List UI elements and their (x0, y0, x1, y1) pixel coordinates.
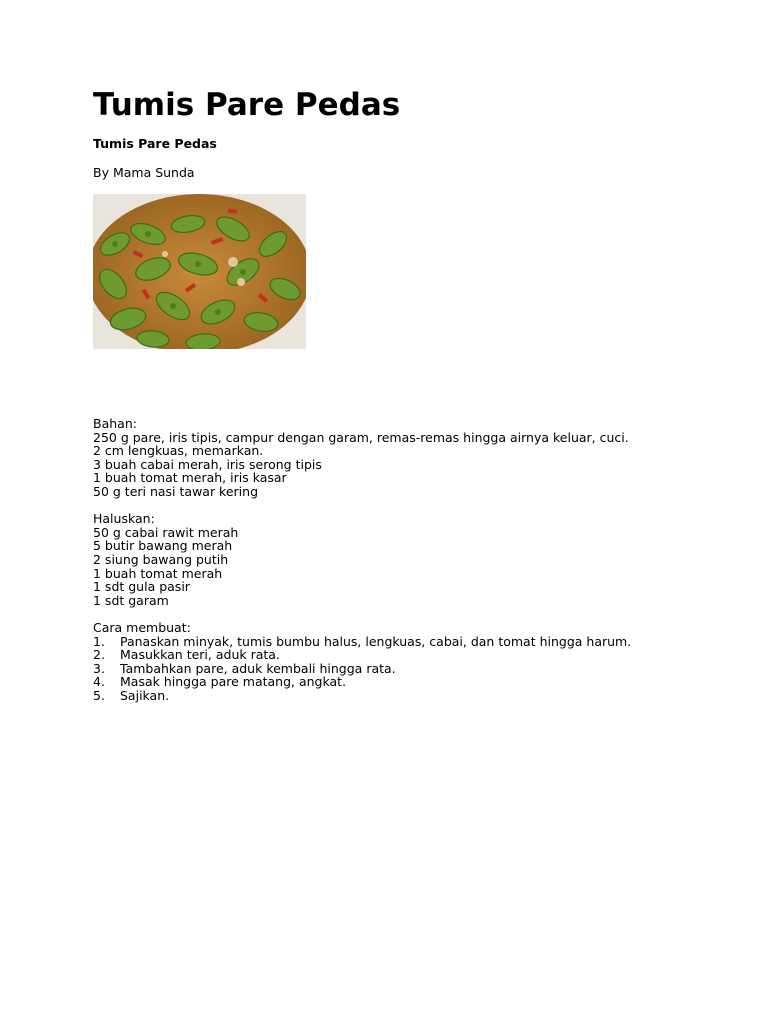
recipe-photo (93, 194, 306, 349)
bahan-item: 1 buah tomat merah, iris kasar (93, 470, 287, 486)
haluskan-heading: Haluskan: (93, 511, 155, 527)
recipe-subtitle: Tumis Pare Pedas (93, 136, 217, 151)
bahan-heading: Bahan: (93, 416, 137, 431)
step-item (93, 689, 733, 703)
step-text: Sajikan. (120, 687, 170, 703)
section-spacer (93, 607, 733, 621)
step-item (93, 648, 733, 662)
author-line: By Mama Sunda (93, 165, 195, 180)
step-number: 4. (93, 674, 105, 690)
step-text: Panaskan minyak, tumis bumbu halus, lengkuas, cabai, dan tomat hingga harum. (120, 633, 632, 649)
recipe-body (93, 417, 733, 702)
haluskan-item: 5 butir bawang merah (93, 538, 233, 554)
haluskan-item: 1 sdt gula pasir (93, 579, 190, 595)
step-item (93, 662, 733, 676)
step-item (93, 675, 733, 689)
haluskan-item: 2 siung bawang putih (93, 551, 229, 567)
step-number: 3. (93, 660, 105, 676)
step-text: Masak hingga pare matang, angkat. (120, 674, 347, 690)
haluskan-item: 1 buah tomat merah (93, 565, 223, 581)
bahan-item: 50 g teri nasi tawar kering (93, 483, 259, 499)
haluskan-item: 1 sdt garam (93, 592, 169, 608)
cara-heading: Cara membuat: (93, 619, 191, 635)
step-number: 2. (93, 647, 105, 663)
haluskan-item: 50 g cabai rawit merah (93, 524, 239, 540)
document-title: Tumis Pare Pedas (93, 87, 401, 123)
section-spacer (93, 499, 733, 513)
bahan-item: 3 buah cabai merah, iris serong tipis (93, 456, 322, 472)
bahan-item: 250 g pare, iris tipis, campur dengan garam, remas-remas hingga airnya keluar, cuci. (93, 429, 629, 445)
step-number: 5. (93, 687, 105, 703)
step-text: Tambahkan pare, aduk kembali hingga rata. (120, 660, 396, 676)
bahan-item: 2 cm lengkuas, memarkan. (93, 443, 264, 459)
step-text: Masukkan teri, aduk rata. (120, 647, 280, 663)
step-item (93, 635, 733, 649)
step-number: 1. (93, 633, 105, 649)
